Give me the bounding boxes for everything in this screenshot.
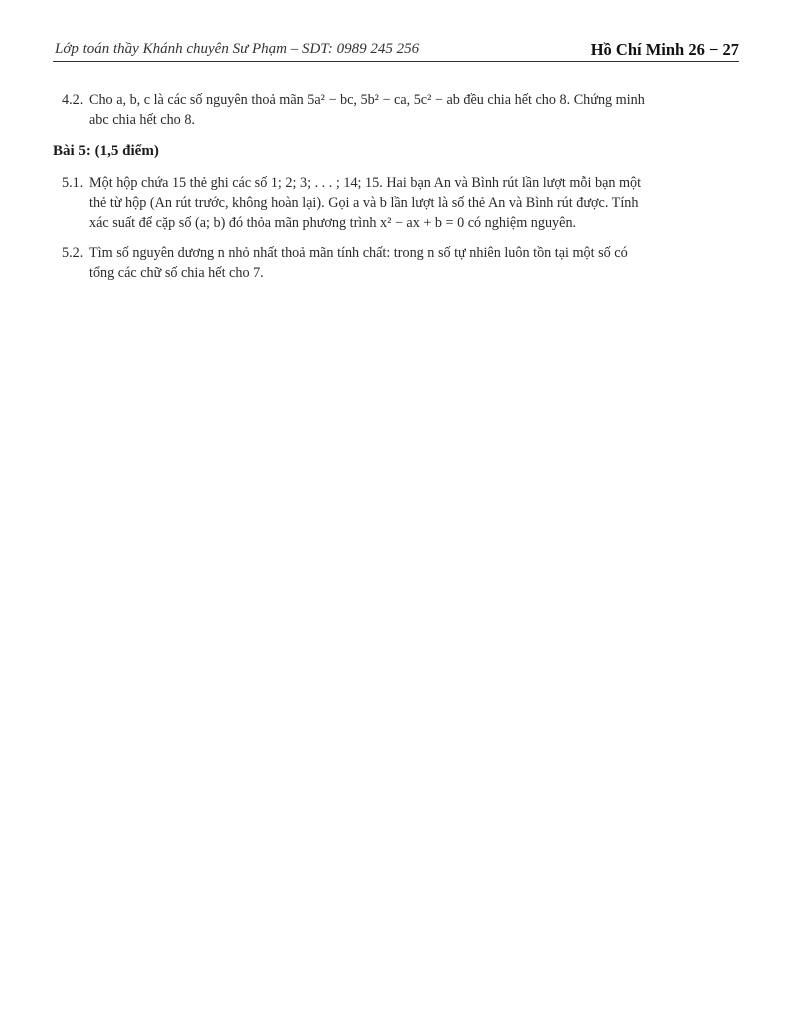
problem-text-line: tổng các chữ số chia hết cho 7. [89,265,264,281]
problem-number: 4.2. [62,92,84,108]
problem-text-line: abc chia hết cho 8. [89,112,195,128]
problem-text-line: Một hộp chứa 15 thẻ ghi các số 1; 2; 3; . . . ; 14; 15. Hai bạn An và Bình rút lần lượt mỗi bạn một [89,175,642,191]
problem-text-line: Tìm số nguyên dương n nhỏ nhất thoả mãn tính chất: trong n số tự nhiên luôn tồn tại một số có [89,245,628,261]
problem-number: 5.1. [62,175,84,191]
header-location-year: Hồ Chí Minh 26 − 27 [590,40,739,59]
page-header [53,40,739,62]
problem-text-line: xác suất để cặp số (a; b) đó thỏa mãn phương trình x² − ax + b = 0 có nghiệm nguyên. [89,215,577,231]
problem-text-line: Cho a, b, c là các số nguyên thoả mãn 5a² − bc, 5b² − ca, 5c² − ab đều chia hết cho 8. Chứng minh [89,92,645,108]
section-title: Bài 5: (1,5 điểm) [53,143,159,159]
header-author-contact: Lớp toán thầy Khánh chuyên Sư Phạm – SDT: 0989 245 256 [55,41,420,57]
problem-text-line: thẻ từ hộp (An rút trước, không hoàn lại). Gọi a và b lần lượt là số thẻ An và Bình rút được. Tính [89,195,639,211]
problem-number: 5.2. [62,245,84,261]
